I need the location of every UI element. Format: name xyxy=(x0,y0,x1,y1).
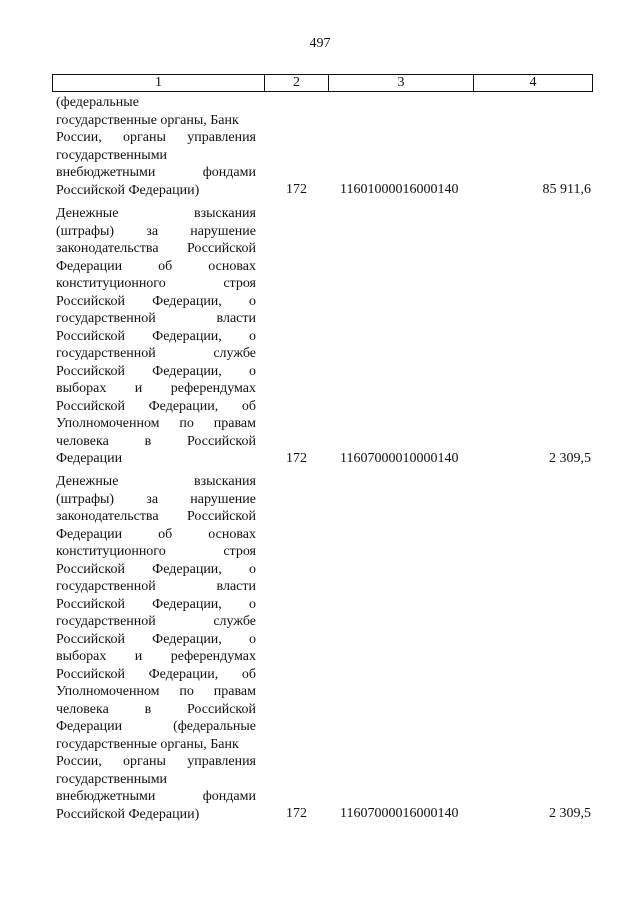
row-sum: 85 911,6 xyxy=(542,182,591,197)
desc-line: человека в Российской xyxy=(56,701,256,717)
desc-line: конституционного строя xyxy=(56,544,256,559)
desc-line: Российской Федерации, о xyxy=(56,596,256,612)
desc-line: Уполномоченном по правам xyxy=(56,416,256,431)
row-kbk: 11607000010000140 xyxy=(340,451,459,466)
desc-line: России, органы управления xyxy=(56,754,256,769)
page-number: 497 xyxy=(309,36,331,51)
desc-line: Денежные взыскания xyxy=(56,206,256,221)
table-header xyxy=(52,74,593,92)
desc-line: Федерации xyxy=(56,451,123,466)
desc-line: государственными xyxy=(56,771,168,787)
desc-line: Федерации об основах xyxy=(56,258,256,274)
desc-line: Федерации (федеральные xyxy=(56,719,256,734)
row-description xyxy=(56,473,256,823)
row-description xyxy=(56,205,256,468)
row-description xyxy=(56,94,256,199)
desc-line: выборах и референдумах xyxy=(56,381,256,396)
header-col-4: 4 xyxy=(529,75,537,90)
desc-line: Уполномоченном по правам xyxy=(56,684,256,699)
desc-line: Российской Федерации) xyxy=(56,806,200,822)
row-code: 172 xyxy=(286,806,307,821)
header-col-1: 1 xyxy=(53,75,265,91)
desc-line: внебюджетными фондами xyxy=(56,165,256,180)
desc-line: Российской Федерации, об xyxy=(56,398,256,414)
header-col-2: 2 xyxy=(265,75,329,91)
row-sum: 2 309,5 xyxy=(549,451,591,466)
desc-line: государственной службе xyxy=(56,614,256,629)
header-col-3: 3 xyxy=(329,75,474,91)
desc-line: государственной власти xyxy=(56,311,256,326)
desc-line: (федеральные xyxy=(56,95,139,110)
desc-line: внебюджетными фондами xyxy=(56,789,256,804)
desc-line: Российской Федерации) xyxy=(56,182,200,198)
desc-line: Российской Федерации, о xyxy=(56,293,256,309)
desc-line: Российской Федерации, о xyxy=(56,363,256,379)
desc-line: государственные органы, Банк xyxy=(56,112,239,128)
row-code: 172 xyxy=(286,182,307,197)
desc-line: Российской Федерации, о xyxy=(56,631,256,647)
row-sum: 2 309,5 xyxy=(549,806,591,821)
desc-line: законодательства Российской xyxy=(56,509,256,524)
desc-line: Российской Федерации, об xyxy=(56,666,256,682)
row-kbk: 11601000016000140 xyxy=(340,182,459,197)
desc-line: государственной службе xyxy=(56,346,256,361)
desc-line: государственной власти xyxy=(56,579,256,594)
desc-line: (штрафы) за нарушение xyxy=(56,491,256,507)
row-code: 172 xyxy=(286,451,307,466)
desc-line: законодательства Российской xyxy=(56,241,256,256)
desc-line: России, органы управления xyxy=(56,130,256,145)
desc-line: государственные органы, Банк xyxy=(56,736,239,752)
desc-line: государственными xyxy=(56,147,168,163)
desc-line: Российской Федерации, о xyxy=(56,561,256,577)
desc-line: Российской Федерации, о xyxy=(56,328,256,344)
desc-line: Денежные взыскания xyxy=(56,474,256,489)
row-kbk: 11607000016000140 xyxy=(340,806,459,821)
desc-line: человека в Российской xyxy=(56,433,256,449)
desc-line: (штрафы) за нарушение xyxy=(56,223,256,239)
desc-line: Федерации об основах xyxy=(56,526,256,542)
desc-line: конституционного строя xyxy=(56,276,256,291)
desc-line: выборах и референдумах xyxy=(56,649,256,664)
